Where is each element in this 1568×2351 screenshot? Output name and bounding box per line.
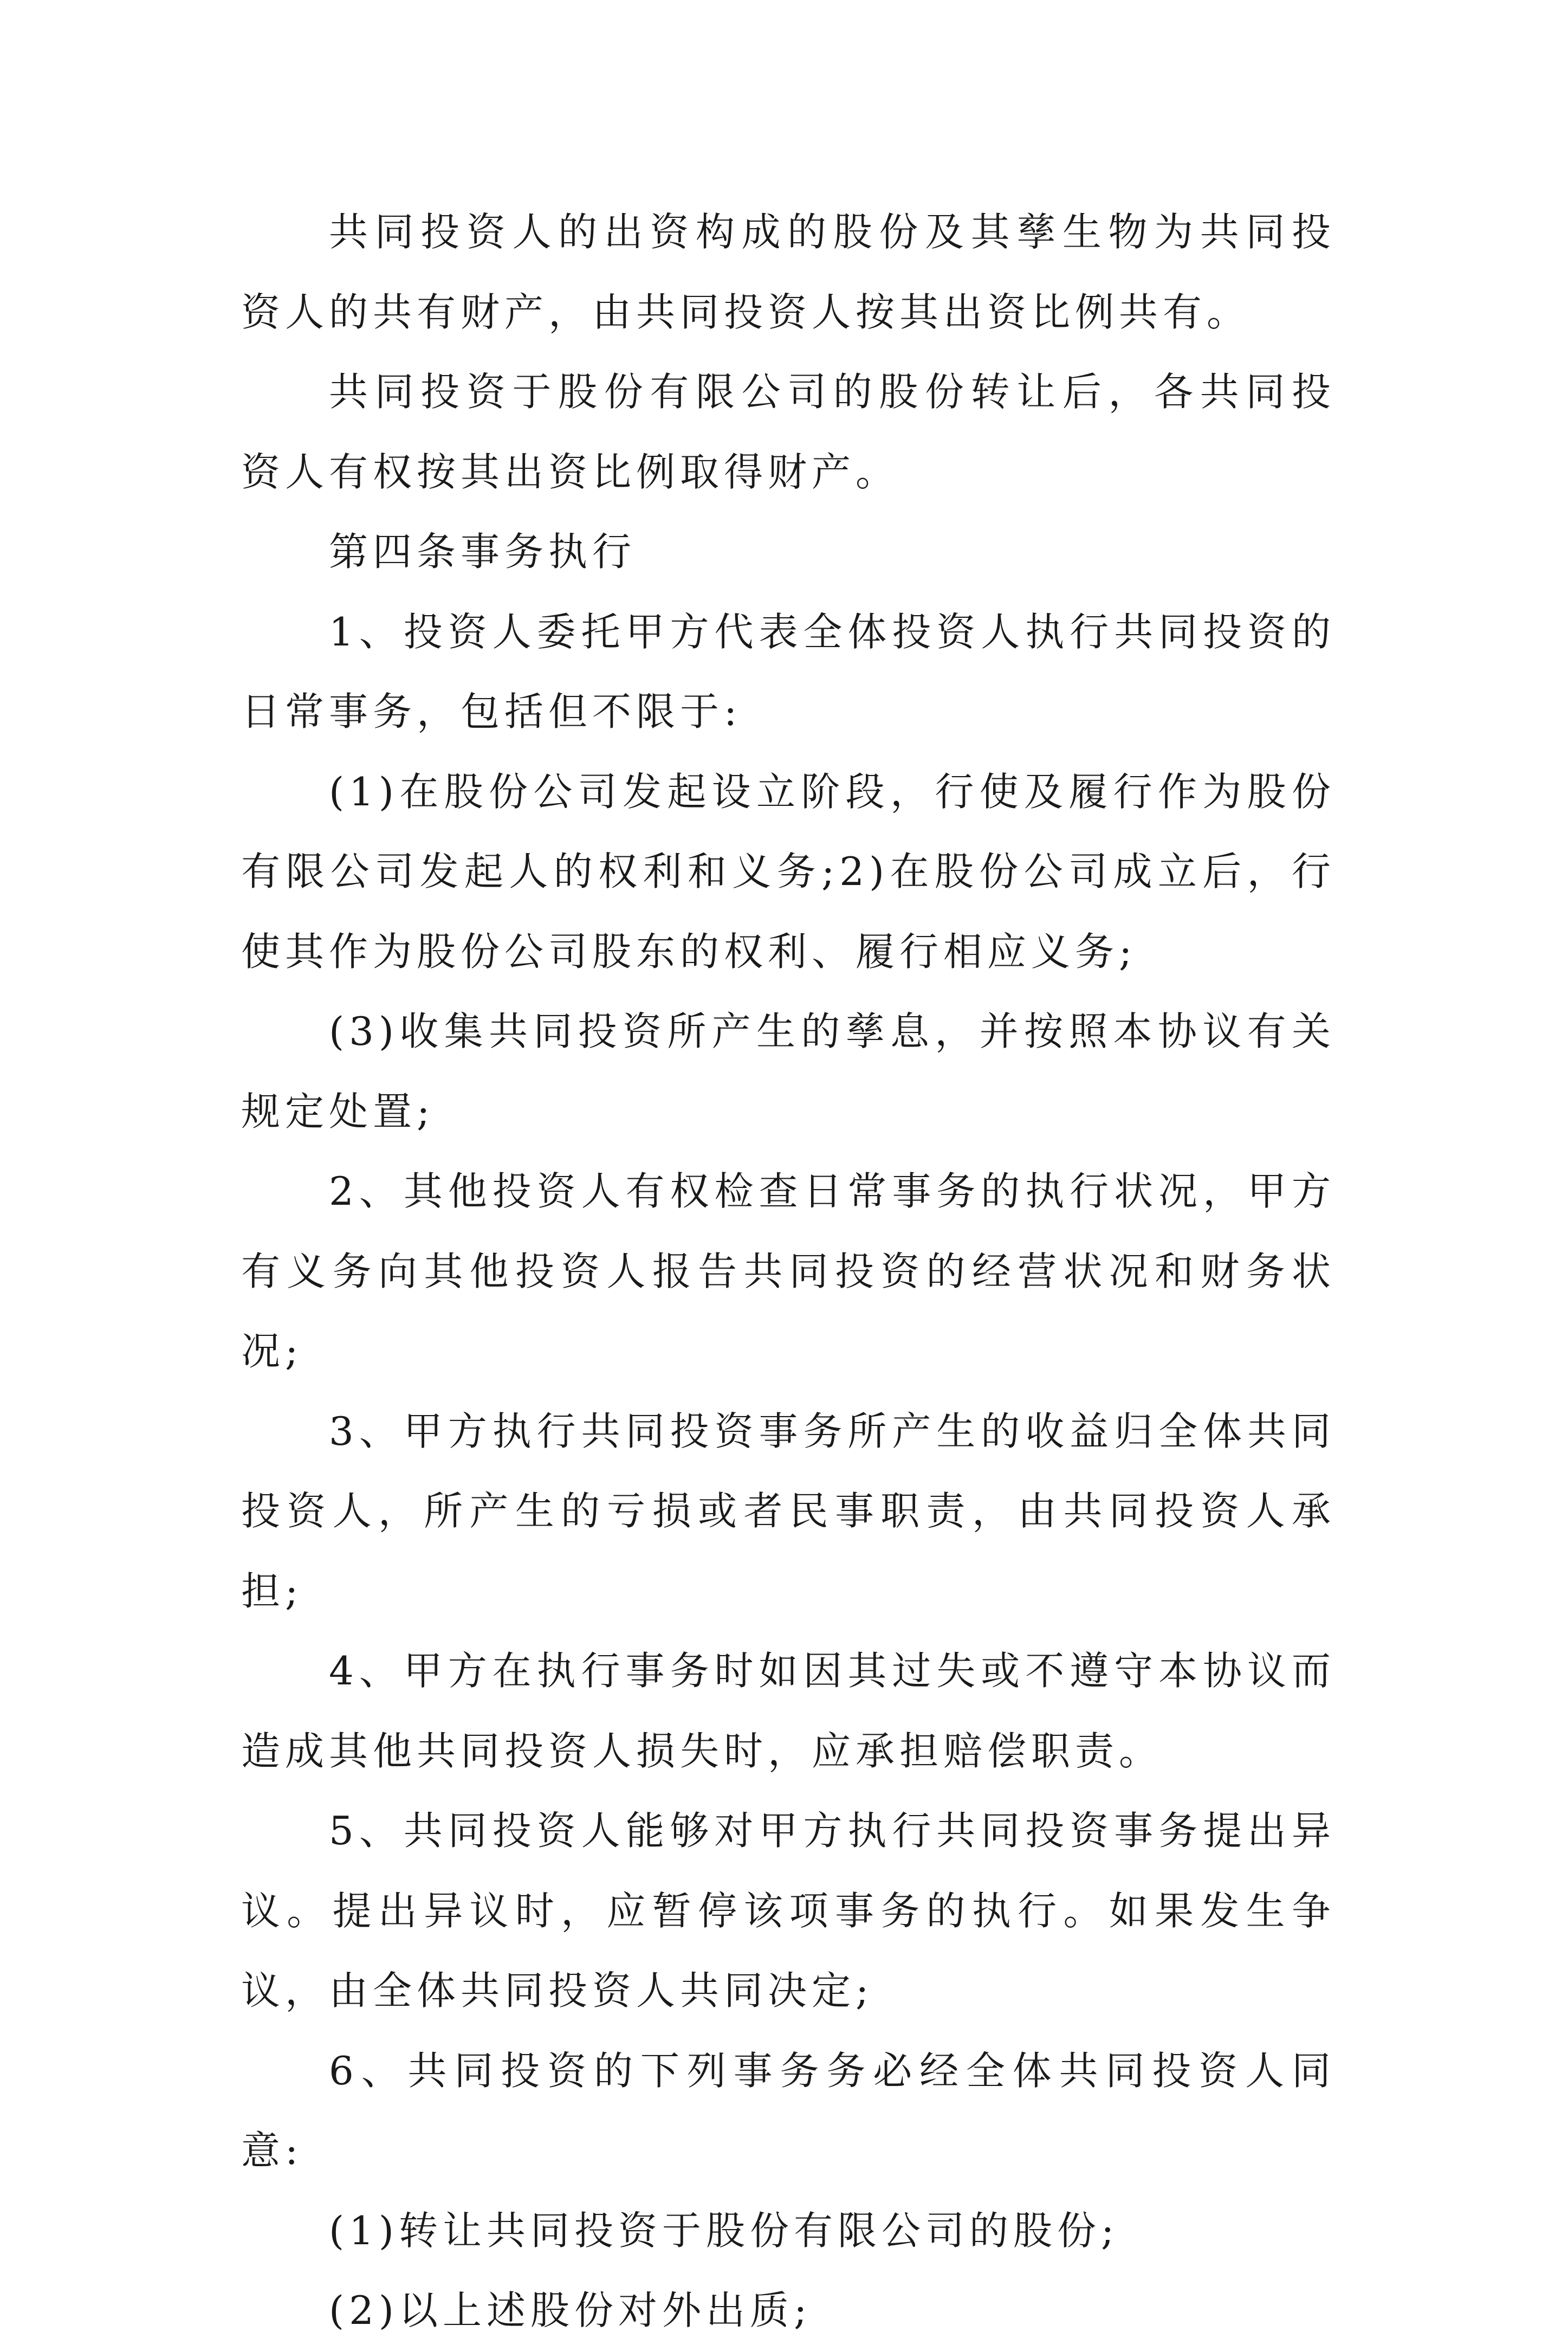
paragraph-item-1: 1、投资人委托甲方代表全体投资人执行共同投资的日常事务，包括但不限于:: [241, 609, 1336, 734]
paragraph-item-2: 2、其他投资人有权检查日常事务的执行状况，甲方有义务向其他投资人报告共同投资的经营状况和财务状况;: [241, 1168, 1336, 1374]
paragraph-item-6: 6、共同投资的下列事务务必经全体共同投资人同意:: [241, 2048, 1336, 2173]
paragraph-item-6-sub-1: (1)转让共同投资于股份有限公司的股份;: [329, 2207, 1119, 2253]
paragraph-share-transfer: 共同投资于股份有限公司的股份转让后，各共同投资人有权按其出资比例取得财产。: [241, 369, 1336, 495]
paragraph-item-5: 5、共同投资人能够对甲方执行共同投资事务提出异议。提出异议时，应暂停该项事务的执行。如果发生争议，由全体共同投资人共同决定;: [241, 1808, 1336, 2013]
paragraph-co-owned-property: 共同投资人的出资构成的股份及其孳生物为共同投资人的共有财产，由共同投资人按其出资比例共有。: [241, 209, 1336, 335]
paragraph-item-3: 3、甲方执行共同投资事务所产生的收益归全体共同投资人，所产生的亏损或者民事职责，由共同投资人承担;: [241, 1408, 1336, 1614]
section-heading-article-4: 第四条事务执行: [329, 529, 637, 574]
paragraph-item-6-sub-2: (2)以上述股份对外出质;: [329, 2288, 812, 2333]
paragraph-item-1-sub-3: (3)收集共同投资所产生的孳息，并按照本协议有关规定处置;: [241, 1009, 1336, 1134]
paragraph-item-4: 4、甲方在执行事务时如因其过失或不遵守本协议而造成其他共同投资人损失时，应承担赔偿职责。: [241, 1648, 1336, 1774]
document-body: [241, 192, 1336, 2351]
paragraph-item-1-sub-1-2: (1)在股份公司发起设立阶段，行使及履行作为股份有限公司发起人的权利和义务;2)在股份公司成立后，行使其作为股份公司股东的权利、履行相应义务;: [241, 768, 1336, 974]
